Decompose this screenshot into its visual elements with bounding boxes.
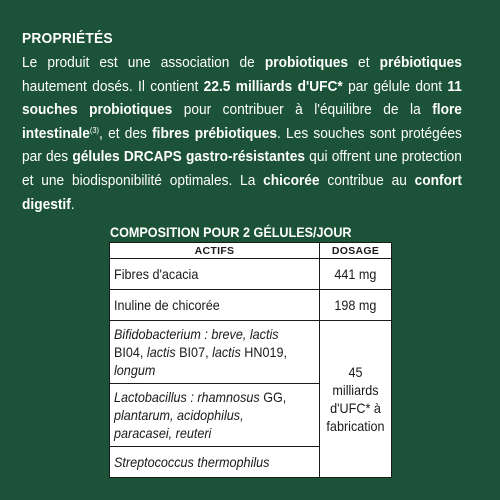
description-text: par gélule dont (342, 78, 448, 95)
strain-line (114, 388, 295, 406)
header-actifs: ACTIFS (110, 243, 320, 259)
description-text: contribue au (319, 172, 415, 189)
strain-text: lactis (212, 344, 241, 360)
emphasis-text: gélules DRCAPS gastro-résistantes (72, 149, 305, 166)
strain-text: Lactobacillus : rhamnosus (114, 389, 260, 405)
description-text: . (70, 196, 75, 213)
strain-line (114, 361, 295, 379)
emphasis-text: 22.5 milliards d'UFC* (203, 78, 343, 95)
emphasis-text: confort digestif (22, 172, 462, 213)
emphasis-text: probiotiques (264, 55, 348, 71)
strain-text: Streptococcus thermophilus (114, 454, 270, 470)
composition-table-wrapper (109, 242, 391, 478)
description-text: , et des (99, 125, 153, 142)
strain-text: lactis (146, 344, 176, 360)
description-text: et (347, 55, 380, 71)
ingredient-dose: 441 mg (320, 259, 392, 290)
composition-title: COMPOSITION POUR 2 GÉLULES/JOUR (110, 224, 352, 240)
emphasis-text: 11 souches probiotiques (22, 78, 462, 119)
description-text: pour contribuer à l'équilibre de la (172, 102, 433, 119)
strain-text: longum (114, 362, 156, 378)
probiotic-strains-streptococcus (110, 447, 320, 478)
table-header-row (110, 243, 392, 259)
footnote-ref: (3) (89, 125, 100, 135)
strain-line (114, 424, 295, 442)
table-row (110, 321, 392, 384)
probiotic-strains-bifidobacterium (110, 321, 320, 384)
probiotic-dose (320, 321, 392, 478)
emphasis-text: prébiotiques (379, 55, 462, 71)
description-text: qui offrent une protection et une biodisponibilité optimales. La (22, 149, 462, 189)
strain-text: paracasei, reuteri (114, 425, 212, 441)
probiotic-dose-line: fabrication (326, 418, 385, 434)
composition-table (109, 242, 392, 478)
probiotic-dose-line: d'UFC* à (330, 400, 381, 416)
ingredient-dose: 198 mg (320, 290, 392, 321)
probiotic-dose-line: 45 (348, 364, 363, 380)
properties-title: PROPRIÉTÉS (22, 30, 113, 47)
strain-text: GG, (259, 389, 287, 405)
description-text: . Les souches sont protégées par des (22, 125, 462, 166)
strain-text: BI04, (114, 344, 147, 360)
description-text: hautement dosés. Il contient (22, 78, 204, 95)
strain-line (114, 406, 295, 424)
strain-text: plantarum, acidophilus, (114, 407, 244, 423)
properties-description (22, 52, 462, 217)
table-row (110, 290, 392, 321)
ingredient-name: Inuline de chicorée (110, 290, 320, 321)
table-row (110, 259, 392, 290)
probiotic-strains-lactobacillus (110, 384, 320, 447)
header-dosage: DOSAGE (320, 243, 392, 259)
strain-line (114, 343, 295, 361)
emphasis-text: flore intestinale (22, 102, 462, 142)
strain-text: BI07, (175, 344, 213, 360)
ingredient-name: Fibres d'acacia (110, 259, 320, 290)
strain-text: Bifidobacterium : breve, lactis (114, 326, 279, 342)
strain-text: HN019, (240, 344, 288, 360)
emphasis-text: fibres prébiotiques (152, 125, 278, 142)
description-text: Le produit est une association de (22, 55, 265, 71)
probiotic-dose-line: milliards (332, 382, 379, 398)
strain-line (114, 325, 295, 343)
emphasis-text: chicorée (263, 172, 320, 189)
strain-line (114, 453, 295, 471)
